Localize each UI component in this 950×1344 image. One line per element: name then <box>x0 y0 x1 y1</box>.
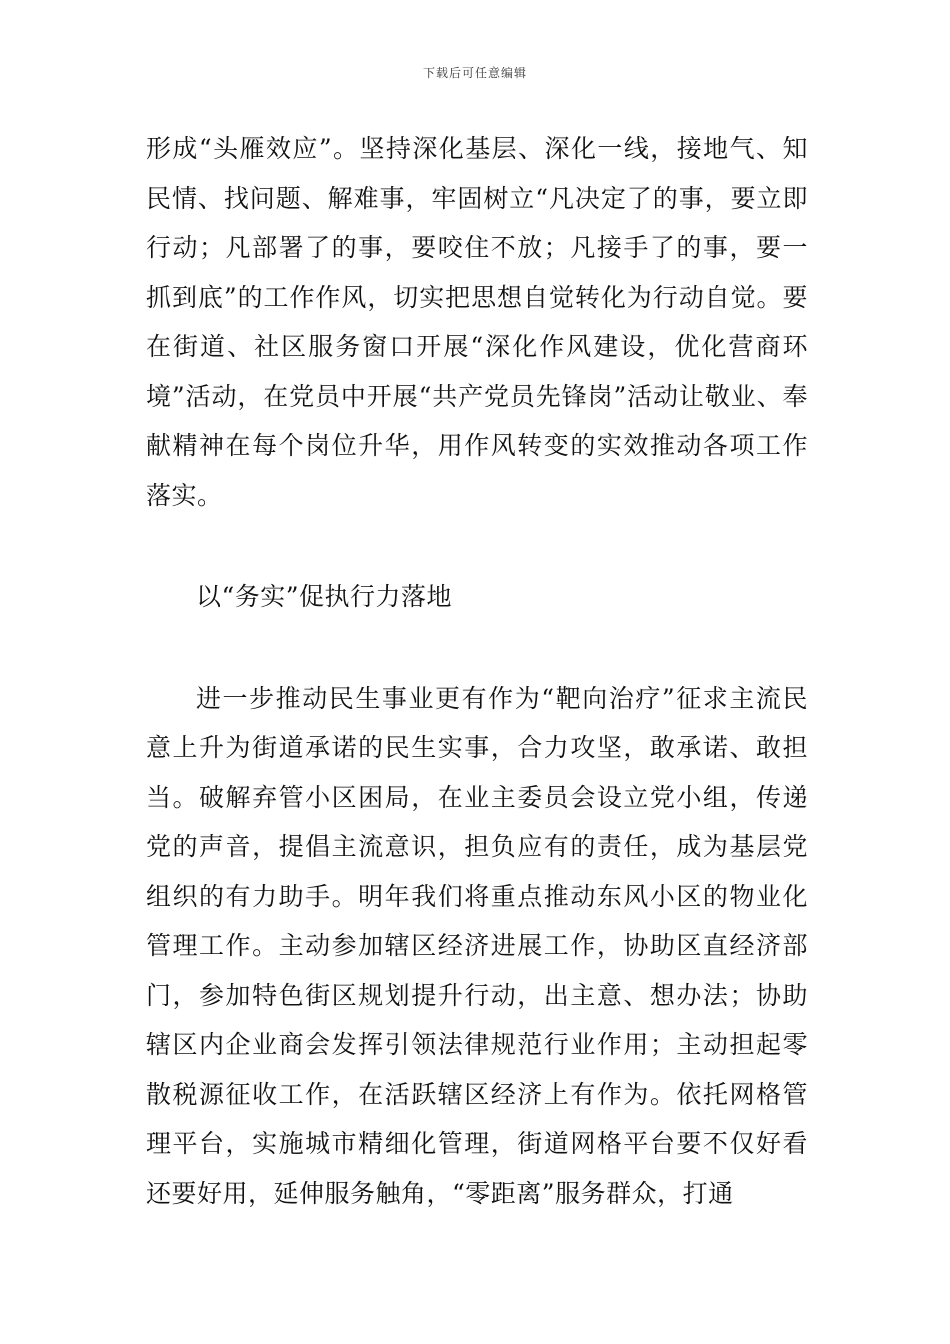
section-heading: 以“务实”促执行力落地 <box>196 582 453 611</box>
page-header-note: 下载后可任意编辑 <box>422 66 527 80</box>
paragraph-main: 进一步推动民生事业更有作为“靶向治疗”征求主流民意上升为街道承诺的民生实事，合力攻坚，敢承诺、敢担当。破解弃管小区困局，在业主委员会设立党小组，传递党的声音，提倡主流意识，担负应有的责任，成为基层党组织的有力助手。明年我们将重点推动东风小区的物业化管理工作。主动参加辖区经济进展工作，协助区直经济部门，参加特色街区规划提升行动，出主意、想办法；协助辖区内企业商会发挥引领法律规范行业作用；主动担起零散税源征收工作，在活跃辖区经济上有作为。依托网格管理平台，实施城市精细化管理，街道网格平台要不仅好看还要好用，延伸服务触角，“零距离”服务群众，打通 <box>146 683 808 1208</box>
document-body <box>146 124 808 1218</box>
paragraph-continuation: 形成“头雁效应”。坚持深化基层、深化一线，接地气、知民情、找问题、解难事，牢固树立“凡决定了的事，要立即行动；凡部署了的事，要咬住不放；凡接手了的事，要一抓到底”的工作作风，切实把思想自觉转化为行动自觉。要在街道、社区服务窗口开展“深化作风建设，优化营商环境”活动，在党员中开展“共产党员先锋岗”活动让敬业、奉献精神在每个岗位升华，用作风转变的实效推动各项工作落实。 <box>146 134 808 510</box>
